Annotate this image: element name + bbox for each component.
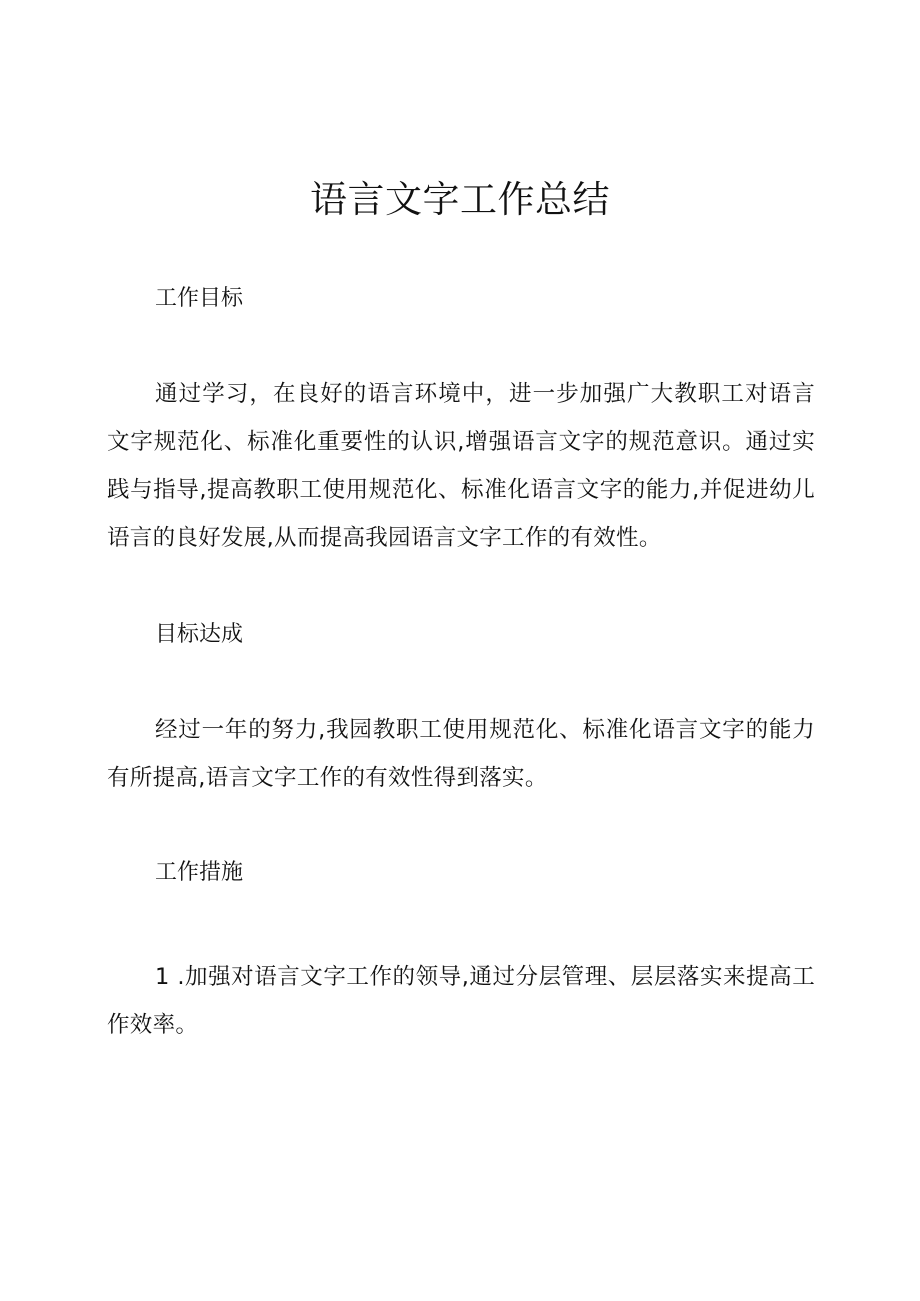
section-paragraph-goal-achievement: 经过一年的努力,我园教职工使用规范化、标准化语言文字的能力有所提高,语言文字工作的有效性得到落实。 xyxy=(107,717,815,791)
document-title: 语言文字工作总结 xyxy=(310,178,610,221)
section-paragraph-work-goals: 通过学习，在良好的语言环境中，进一步加强广大教职工对语言文字规范化、标准化重要性的认识,增强语言文字的规范意识。通过实践与指导,提高教职工使用规范化、标准化语言文字的能力,并促进幼儿语言的良好发展,从而提高我园语言文字工作的有效性。 xyxy=(107,381,815,551)
section-heading-work-measures: 工作措施 xyxy=(155,860,244,885)
section-paragraph-work-measures: 1 .加强对语言文字工作的领导,通过分层管理、层层落实来提高工作效率。 xyxy=(107,964,815,1038)
section-heading-goal-achievement: 目标达成 xyxy=(155,622,244,647)
section-heading-work-goals: 工作目标 xyxy=(155,286,244,311)
